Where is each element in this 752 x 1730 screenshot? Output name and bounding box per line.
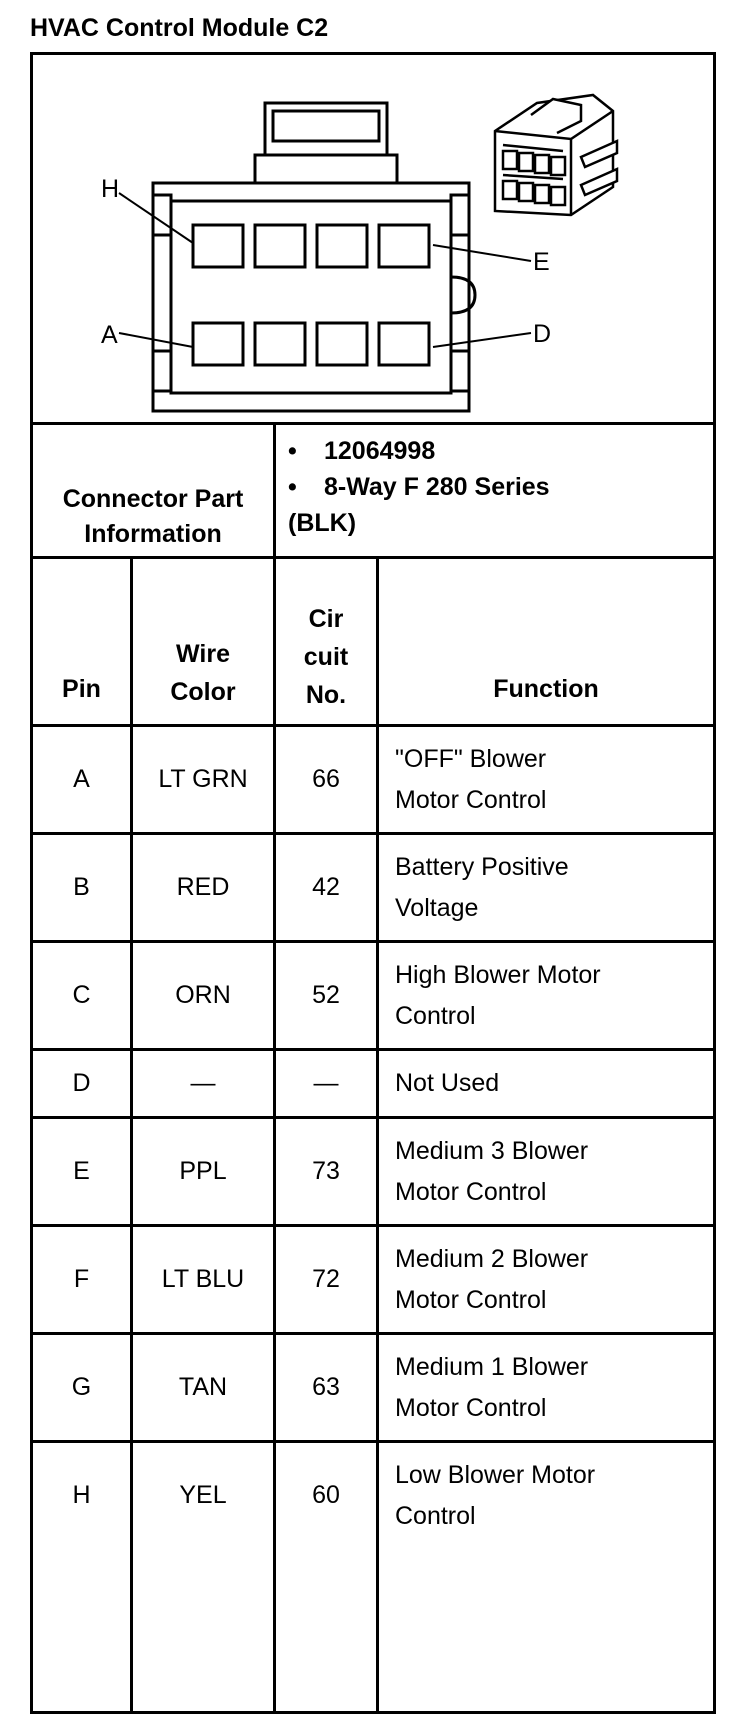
- function-line2: Voltage: [395, 893, 479, 922]
- function-line2: Motor Control: [395, 1177, 547, 1206]
- circuit-number-cell: 52: [312, 981, 340, 1009]
- circuit-number-cell: 63: [312, 1373, 340, 1401]
- circuit-number-cell: 73: [312, 1157, 340, 1185]
- circuit-number-cell: 72: [312, 1265, 340, 1293]
- pin-cell: B: [73, 873, 90, 901]
- header-wire-line1: Wire: [176, 640, 230, 668]
- part-number: 12064998: [324, 437, 436, 465]
- function-line2: Motor Control: [395, 785, 547, 814]
- function-line1: Not Used: [395, 1069, 500, 1097]
- wire-color-cell: ORN: [175, 981, 231, 1009]
- page-title: HVAC Control Module C2: [30, 14, 329, 42]
- wire-color-cell: YEL: [179, 1481, 227, 1509]
- header-function: Function: [493, 675, 599, 703]
- function-cell: [379, 1051, 713, 1116]
- function-cell: [379, 1227, 713, 1332]
- circuit-number-cell: —: [313, 1069, 339, 1097]
- connector-info-values: [276, 433, 710, 541]
- connector-face-diagram: [33, 55, 713, 465]
- pin-cell: E: [73, 1157, 90, 1185]
- function-line2: Motor Control: [395, 1393, 547, 1422]
- wire-color-cell: RED: [176, 873, 230, 901]
- connector-table: [30, 52, 716, 1714]
- pin-cell: D: [72, 1069, 91, 1097]
- wire-color-cell: LT BLU: [161, 1265, 245, 1293]
- pin-cell: C: [72, 981, 91, 1009]
- connector-info-label-line2: Information: [84, 520, 222, 548]
- cavity-label-e: E: [533, 248, 550, 276]
- function-cell: [379, 1119, 713, 1224]
- header-circuit-line3: No.: [305, 681, 347, 709]
- cavity-label-d: D: [533, 320, 552, 348]
- header-pin: Pin: [62, 675, 101, 703]
- bullet: •: [288, 473, 297, 501]
- function-cell: [379, 943, 713, 1048]
- connector-info-label: [33, 425, 273, 556]
- cavity-label-h: H: [101, 175, 120, 203]
- connector-color: (BLK): [288, 509, 357, 537]
- function-line1: Medium 1 Blower: [395, 1352, 589, 1381]
- function-line1: "OFF" Blower: [395, 744, 547, 773]
- circuit-number-cell: 66: [312, 765, 340, 793]
- wire-color-cell: PPL: [179, 1157, 227, 1185]
- pin-cell: H: [72, 1481, 91, 1509]
- circuit-number-cell: 60: [312, 1481, 340, 1509]
- header-wire-line2: Color: [170, 678, 236, 706]
- function-cell: [379, 835, 713, 940]
- connector-info-label-line1: Connector Part: [62, 485, 244, 513]
- pin-cell: A: [73, 765, 90, 793]
- wire-color-cell: TAN: [178, 1373, 228, 1401]
- function-cell: [379, 1335, 713, 1440]
- function-line2: Control: [395, 1001, 476, 1030]
- function-line1: High Blower Motor: [395, 960, 601, 989]
- header-circuit-line1: Cir: [308, 605, 344, 633]
- connector-description: 8-Way F 280 Series: [324, 473, 550, 501]
- function-line1: Medium 3 Blower: [395, 1136, 589, 1165]
- function-line1: Battery Positive: [395, 852, 569, 881]
- pin-cell: G: [71, 1373, 92, 1401]
- header-wire-color: [133, 635, 273, 711]
- header-circuit-line2: cuit: [303, 643, 349, 671]
- wire-color-cell: —: [190, 1069, 216, 1097]
- function-line1: Medium 2 Blower: [395, 1244, 589, 1273]
- function-line1: Low Blower Motor: [395, 1460, 596, 1489]
- header-circuit-no: [276, 600, 376, 714]
- bullet: •: [288, 437, 297, 465]
- cavity-label-a: A: [101, 321, 118, 349]
- pin-cell: F: [73, 1265, 90, 1293]
- function-cell: [379, 727, 713, 832]
- circuit-number-cell: 42: [312, 873, 340, 901]
- wire-color-cell: LT GRN: [158, 765, 248, 793]
- function-line2: Control: [395, 1501, 476, 1530]
- function-line2: Motor Control: [395, 1285, 547, 1314]
- function-cell: [379, 1443, 713, 1548]
